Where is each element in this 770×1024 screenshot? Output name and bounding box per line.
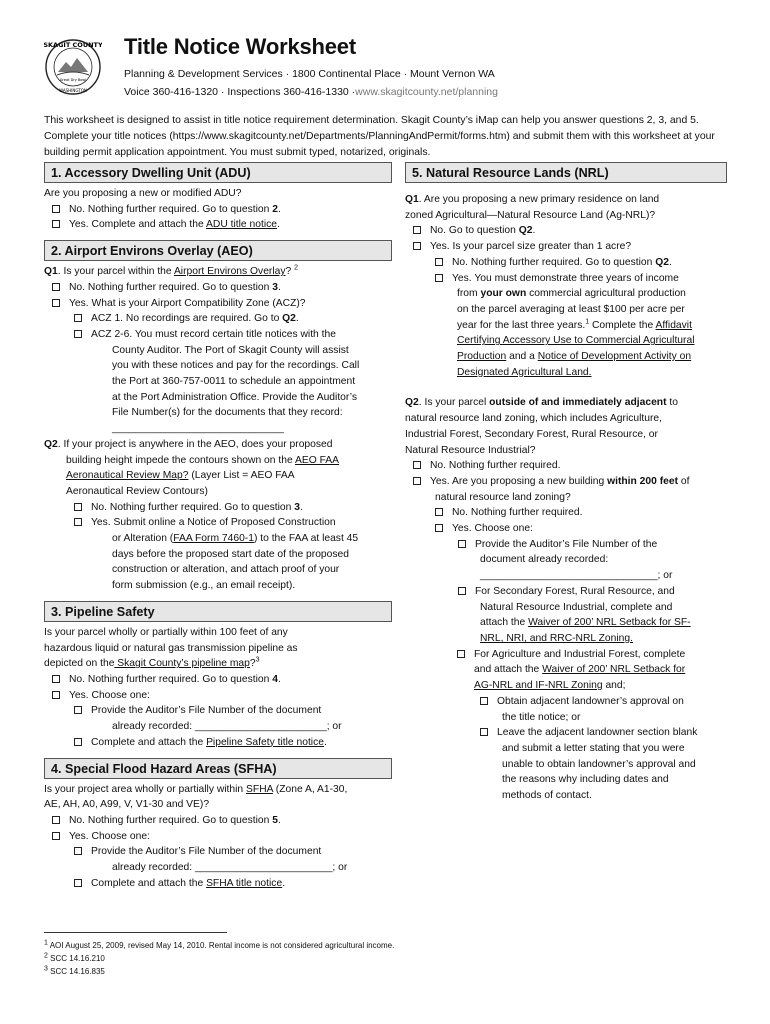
s5-q1-no-text: No. Go to question (430, 225, 519, 237)
s5-q1-yes-line (405, 318, 727, 334)
sfha-notice-link[interactable]: SFHA title notice (206, 877, 283, 889)
s2-q1: Q1. Is your parcel within the Airport Environs Overlay? $^2$ (44, 264, 299, 278)
s2-acz2-line: File Number(s) for the documents that they record: (112, 407, 343, 419)
s5-text: Yes. Choose one: (452, 523, 533, 535)
page-title: Title Notice Worksheet (124, 34, 356, 59)
s1-no-text: No. Nothing further required. Go to question (69, 203, 273, 215)
s3-no-goto: 4 (272, 673, 278, 685)
checkbox-icon[interactable] (413, 461, 421, 469)
s5-q1-yes-text: Yes. Is your parcel size greater than 1 acre? (430, 241, 632, 253)
s5-choice-file[interactable] (405, 537, 727, 553)
s2-q2-text: . If your project is anywhere in the AEO, does your proposed (57, 438, 333, 450)
checkbox-icon[interactable] (74, 503, 82, 511)
s2-q2-no[interactable]: No. Nothing further required. Go to question 3. (44, 500, 392, 516)
s2-q2-no-text: No. Nothing further required. Go to question (91, 501, 295, 513)
checkbox-icon[interactable] (480, 697, 488, 705)
s2-q2-line: Aeronautical Review Contours) (66, 485, 208, 497)
s2-q2-line (44, 453, 392, 469)
s5-q1-yes-line (405, 333, 727, 349)
s2-q1-no[interactable]: No. Nothing further required. Go to question 3. (44, 280, 392, 296)
notice-development-link[interactable]: Designated Agricultural Land. (457, 366, 592, 378)
s5-choice-line (405, 615, 727, 631)
checkbox-icon[interactable] (74, 314, 82, 322)
checkbox-icon[interactable] (435, 274, 443, 282)
s5-sub-line: the title notice; or (502, 711, 581, 723)
checkbox-icon[interactable] (52, 220, 60, 228)
s4-choice-text: Provide the Auditor’s File Number of the document (91, 846, 322, 858)
s5-q1-no[interactable]: No. Go to question Q2. (405, 223, 727, 239)
s5-q1-text: . Are you proposing a new primary residence on land (418, 194, 660, 205)
footnote-text: SCC 14.16.210 (50, 954, 105, 963)
checkbox-icon[interactable] (457, 650, 465, 658)
footnote-number: 3 (44, 965, 48, 973)
s5-sub-letter[interactable] (405, 725, 727, 741)
checkbox-icon[interactable] (413, 226, 421, 234)
checkbox-icon[interactable] (458, 587, 466, 595)
s3-text: ? (249, 658, 256, 670)
footnote-text: SCC 14.16.835 (50, 967, 105, 976)
s5-text: attach the (480, 617, 529, 629)
s5-text: and attach the (474, 664, 543, 676)
affidavit-link[interactable]: Production (457, 351, 507, 363)
s2-q2 (44, 437, 392, 453)
s4-no-text: No. Nothing further required. Go to question (69, 814, 273, 826)
department-address: Planning & Development Services · 1800 Continental Place · Mount Vernon WA (124, 68, 495, 80)
footnote-divider (44, 932, 227, 933)
aeo-faa-map-link[interactable]: Aeronautical Review Map? (66, 470, 189, 482)
s3-choice-text: Complete and attach the (91, 736, 207, 748)
logo-text-bottom: WASHINGTON (59, 88, 87, 93)
s5-sub-line: unable to obtain landowner’s approval and (502, 758, 696, 770)
s2-q2-yes-text: Yes. Submit online a Notice of Proposed Construction (91, 517, 336, 529)
s4-text: Is your project area wholly or partially within (44, 783, 247, 795)
section-1-header: 1. Accessory Dwelling Unit (ADU) (44, 162, 392, 183)
checkbox-icon[interactable] (74, 847, 82, 855)
s5-q1-yes-line (405, 365, 727, 381)
s3-question-line: hazardous liquid or natural gas transmission pipeline as (44, 642, 298, 654)
s5-q1-yes-line (405, 349, 727, 365)
right-column (405, 162, 727, 804)
s5-choice-line: document already recorded: (480, 554, 609, 566)
s5-q2-label: Q2 (405, 397, 419, 409)
s5-text: from (457, 288, 481, 300)
footnote-ref: 1 (585, 318, 590, 326)
contact-line (124, 86, 498, 98)
notice-development-link[interactable]: Notice of Development Activity on (537, 351, 692, 363)
s5-text: and a (506, 351, 538, 363)
s4-text: (Zone A, A1-30, (272, 783, 348, 795)
s5-q2-line: Industrial Forest, Secondary Forest, Rural Resource, or (405, 428, 658, 440)
footnote-ref: 3 (255, 656, 260, 664)
s1-option-yes[interactable]: Yes. Complete and attach the ADU title notice. (44, 217, 392, 233)
s5-sub-approval[interactable] (405, 694, 727, 710)
footnote-3 (44, 966, 105, 977)
waiver-sf-link[interactable]: Waiver of 200’ NRL Setback for SF- (528, 617, 691, 629)
checkbox-icon[interactable] (74, 518, 82, 526)
s2-q2-yes-line: days before the proposed start date of the proposed (112, 548, 349, 560)
website-link[interactable]: www.skagitcounty.net/planning (355, 86, 498, 98)
s2-q2-text: (Layer List = AEO FAA (188, 470, 295, 482)
s5-q1-no-goto: Q2 (518, 225, 533, 237)
s5-bold-text: your own (480, 288, 527, 300)
s3-text: depicted on the (44, 658, 115, 670)
s4-question-line (44, 782, 392, 798)
s4-yes-text: Yes. Choose one: (69, 830, 150, 842)
s2-acz2[interactable] (44, 327, 392, 343)
s5-q2 (405, 395, 727, 411)
s3-option-no[interactable]: No. Nothing further required. Go to question 4. (44, 672, 392, 688)
checkbox-icon[interactable] (458, 540, 466, 548)
pipeline-map-link[interactable]: Skagit County’s pipeline map (114, 658, 250, 670)
checkbox-icon[interactable] (52, 832, 60, 840)
footnote-number: 2 (44, 952, 48, 960)
footnote-ref: 2 (294, 264, 299, 272)
s5-text: For Agriculture and Industrial Forest, complete (474, 648, 686, 660)
checkbox-icon[interactable] (52, 283, 60, 291)
s2-q1-label: Q1 (44, 266, 58, 278)
s4-question-line: AE, AH, A0, A99, V, V1-30 and VE)? (44, 799, 210, 811)
s2-q2-line (44, 468, 392, 484)
checkbox-icon[interactable] (435, 524, 443, 532)
s5-text: No. Nothing further required. (430, 460, 561, 472)
s2-acz1-goto: Q2 (282, 313, 296, 325)
s5-choice-line (405, 662, 727, 678)
s5-q2-no[interactable] (405, 458, 727, 474)
s5-text: year for the last three years. (457, 319, 586, 331)
s2-acz2-line: at the Port Administration Office. Provide the Auditor’s (112, 391, 357, 403)
s5-text: commercial agricultural production (526, 288, 686, 300)
checkbox-icon[interactable] (52, 205, 60, 213)
s2-q2-yes[interactable] (44, 515, 392, 531)
sfha-link[interactable]: SFHA (246, 783, 273, 795)
s2-acz1-text: ACZ 1. No recordings are required. Go to (91, 313, 283, 325)
county-seal-logo (44, 38, 102, 96)
s5-q2-text: . Is your parcel (418, 397, 490, 409)
s2-q2-label: Q2 (44, 438, 58, 450)
intro-paragraph: This worksheet is designed to assist in title notice requirement determination. Skagit County’s iMap can help you answer questions 2, 3, and 5. Complete your title notices (https://www.skagitcounty.net/Departments/PlanningAndPermit/forms.htm) and submit them with this worksheet at your building permit application appointment. You must submit typed, notarized, originals. (44, 115, 715, 158)
footnote-1 (44, 940, 394, 951)
section-5-header: 5. Natural Resource Lands (NRL) (405, 162, 727, 183)
s5-q2-yes[interactable] (405, 474, 727, 490)
s1-yes-text: Yes. Complete and attach the (69, 219, 207, 231)
s5-q1-yes-yes[interactable] (405, 271, 727, 287)
s2-no-goto: 3 (272, 281, 278, 293)
s5-choice-line (405, 678, 727, 694)
section-3-header: 3. Pipeline Safety (44, 601, 392, 622)
s2-q2-yes-text: ) to the FAA at least 45 (253, 533, 359, 545)
s1-option-no[interactable]: No. Nothing further required. Go to question 2. (44, 202, 392, 218)
waiver-ag-link[interactable]: AG-NRL and IF-NRL Zoning (474, 680, 603, 692)
checkbox-icon[interactable] (52, 299, 60, 307)
checkbox-icon[interactable] (435, 258, 443, 266)
s4-choice-attach[interactable]: Complete and attach the SFHA title notice. (44, 876, 392, 892)
checkbox-icon[interactable] (74, 879, 82, 887)
waiver-ag-link[interactable]: Waiver of 200’ NRL Setback for (542, 664, 686, 676)
s2-q2-yes-line: construction or alteration, and attach proof of your (112, 564, 340, 576)
s5-goto: Q2 (655, 256, 669, 268)
s2-acz2-line: you with these notices and pay for the recordings. Call (112, 360, 360, 372)
s5-choice-sf[interactable] (405, 584, 727, 600)
aeo-link[interactable]: Airport Environs Overlay (173, 266, 286, 278)
s3-question-line: Is your parcel wholly or partially within 100 feet of any (44, 626, 288, 638)
s3-file-number-blank[interactable]: already recorded: _______________________; or (112, 721, 342, 733)
s5-q1-line: zoned Agricultural—Natural Resource Land (Ag-NRL)? (405, 209, 656, 221)
footnote-number: 1 (44, 939, 48, 947)
s1-no-goto: 2 (272, 203, 278, 215)
s5-q1-label: Q1 (405, 194, 419, 205)
s2-q2-no-goto: 3 (294, 501, 300, 513)
s4-choice-file[interactable] (44, 844, 392, 860)
s2-acz1[interactable]: ACZ 1. No recordings are required. Go to Q2. (44, 311, 392, 327)
checkbox-icon[interactable] (74, 706, 82, 714)
s2-q2-yes-text: or Alteration ( (112, 533, 174, 545)
s5-text: Complete the (589, 319, 656, 331)
s5-bold-text: within 200 feet (607, 475, 679, 487)
s3-choice-file[interactable] (44, 703, 392, 719)
s1-question: Are you proposing a new or modified ADU? (44, 188, 242, 199)
s4-no-goto: 5 (272, 814, 278, 826)
checkbox-icon[interactable] (435, 508, 443, 516)
s2-q2-yes-line: form submission (e.g., an email receipt). (112, 580, 296, 592)
s3-option-yes[interactable] (44, 688, 392, 704)
logo-text-top: SKAGIT COUNTY (44, 41, 102, 49)
s5-text: Obtain adjacent landowner’s approval on (497, 695, 684, 707)
phone-numbers: Voice 360-416-1320 · Inspections 360-416-1330 · (124, 86, 356, 98)
s5-sub-line: methods of contact. (502, 790, 592, 802)
s5-q2-yes-line: natural resource land zoning? (435, 491, 571, 503)
s3-choice-text: Provide the Auditor’s File Number of the document (91, 705, 322, 717)
checkbox-icon[interactable] (52, 816, 60, 824)
s3-question-line (44, 656, 392, 672)
aeo-faa-map-link[interactable]: AEO FAA (294, 454, 340, 466)
logo-text-mid: Great Dry Bowl (59, 78, 87, 82)
checkbox-icon[interactable] (52, 675, 60, 683)
s4-option-yes[interactable] (44, 829, 392, 845)
checkbox-icon[interactable] (52, 691, 60, 699)
section-4-header: 4. Special Flood Hazard Areas (SFHA) (44, 758, 392, 779)
s5-q2-line: natural resource land zoning, which includes Agriculture, (405, 413, 662, 425)
s5-text: of (678, 475, 690, 487)
s2-yes-text: Yes. What is your Airport Compatibility Zone (ACZ)? (69, 297, 306, 309)
s5-text: No. Nothing further required. (452, 507, 583, 519)
checkbox-icon[interactable] (74, 330, 82, 338)
s5-text: Yes. Are you proposing a new building (430, 475, 608, 487)
s5-q2-text: to (666, 397, 678, 409)
s2-file-number-blank[interactable]: ______________________________ (112, 423, 284, 435)
s5-text: and; (602, 680, 626, 692)
s5-sub-line: and submit a letter stating that you were (502, 742, 685, 754)
s5-text: Yes. You must demonstrate three years of income (452, 272, 679, 284)
section-2-header: 2. Airport Environs Overlay (AEO) (44, 240, 392, 261)
affidavit-link[interactable]: Affidavit (655, 319, 692, 331)
waiver-sf-link[interactable]: NRL, NRI, and RRC-NRL Zoning. (480, 632, 633, 644)
s2-q1-text: . Is your parcel within the (57, 266, 174, 278)
checkbox-icon[interactable] (413, 242, 421, 250)
footnote-2 (44, 953, 105, 964)
s5-q2-yes-no[interactable] (405, 505, 727, 521)
s5-file-number-blank[interactable]: _______________________________; or (480, 570, 673, 582)
s4-file-number-blank[interactable]: already recorded: ________________________; or (112, 862, 348, 874)
s4-choice-text: Complete and attach the (91, 877, 207, 889)
s2-acz2-line: County Auditor. The Port of Skagit County will assist (112, 344, 349, 356)
s2-q2-yes-line (44, 531, 392, 547)
s5-q2-bold: outside of and immediately adjacent (489, 397, 667, 409)
s5-text: Leave the adjacent landowner section blank (497, 727, 698, 739)
s2-acz2-line: the Port at 360-757-0011 to schedule an appointment (112, 376, 356, 388)
footnote-text: AOI August 25, 2009, revised May 14, 2010. Rental income is not considered agricultural income. (49, 941, 395, 950)
pipeline-notice-link[interactable]: Pipeline Safety title notice (206, 736, 324, 748)
adu-notice-link[interactable]: ADU title notice (206, 219, 277, 231)
affidavit-link[interactable]: Certifying Accessory Use to Commercial Agricultural (457, 335, 695, 347)
checkbox-icon[interactable] (74, 738, 82, 746)
s2-acz2-line: ACZ 2-6. You must record certain title notices with the (91, 328, 336, 340)
left-column (44, 162, 392, 891)
s5-choice-line: Natural Resource Industrial, complete and (480, 601, 673, 613)
s5-q1-yes-line: on the parcel averaging at least $100 per acre per (457, 303, 685, 315)
s5-sub-line: the reasons why including dates and (502, 774, 669, 786)
s5-text: No. Nothing further required. Go to question (452, 256, 656, 268)
s5-text: Provide the Auditor’s File Number of the (475, 538, 658, 550)
s5-text: For Secondary Forest, Rural Resource, and (475, 585, 675, 597)
s5-q2-yes-yes[interactable] (405, 521, 727, 537)
s5-q1-yes-no[interactable]: No. Nothing further required. Go to question Q2. (405, 255, 727, 271)
checkbox-icon[interactable] (480, 728, 488, 736)
s2-q2-text: building height impede the contours shown on the (66, 454, 295, 466)
checkbox-icon[interactable] (413, 477, 421, 485)
s3-no-text: No. Nothing further required. Go to question (69, 673, 273, 685)
s5-choice-ag[interactable] (405, 647, 727, 663)
s2-no-text: No. Nothing further required. Go to question (69, 281, 273, 293)
s2-q1-yes[interactable] (44, 296, 392, 312)
s3-choice-attach[interactable]: Complete and attach the Pipeline Safety title notice. (44, 735, 392, 751)
s5-q1-yes-line (405, 286, 727, 302)
s5-q1-yes[interactable] (405, 239, 727, 255)
s3-yes-text: Yes. Choose one: (69, 689, 150, 701)
faa-form-link[interactable]: FAA Form 7460-1 (173, 533, 254, 545)
s5-q2-line: Natural Resource Industrial? (405, 444, 536, 456)
s5-q1 (405, 192, 727, 208)
s4-option-no[interactable]: No. Nothing further required. Go to question 5. (44, 813, 392, 829)
s5-choice-line (405, 631, 727, 647)
